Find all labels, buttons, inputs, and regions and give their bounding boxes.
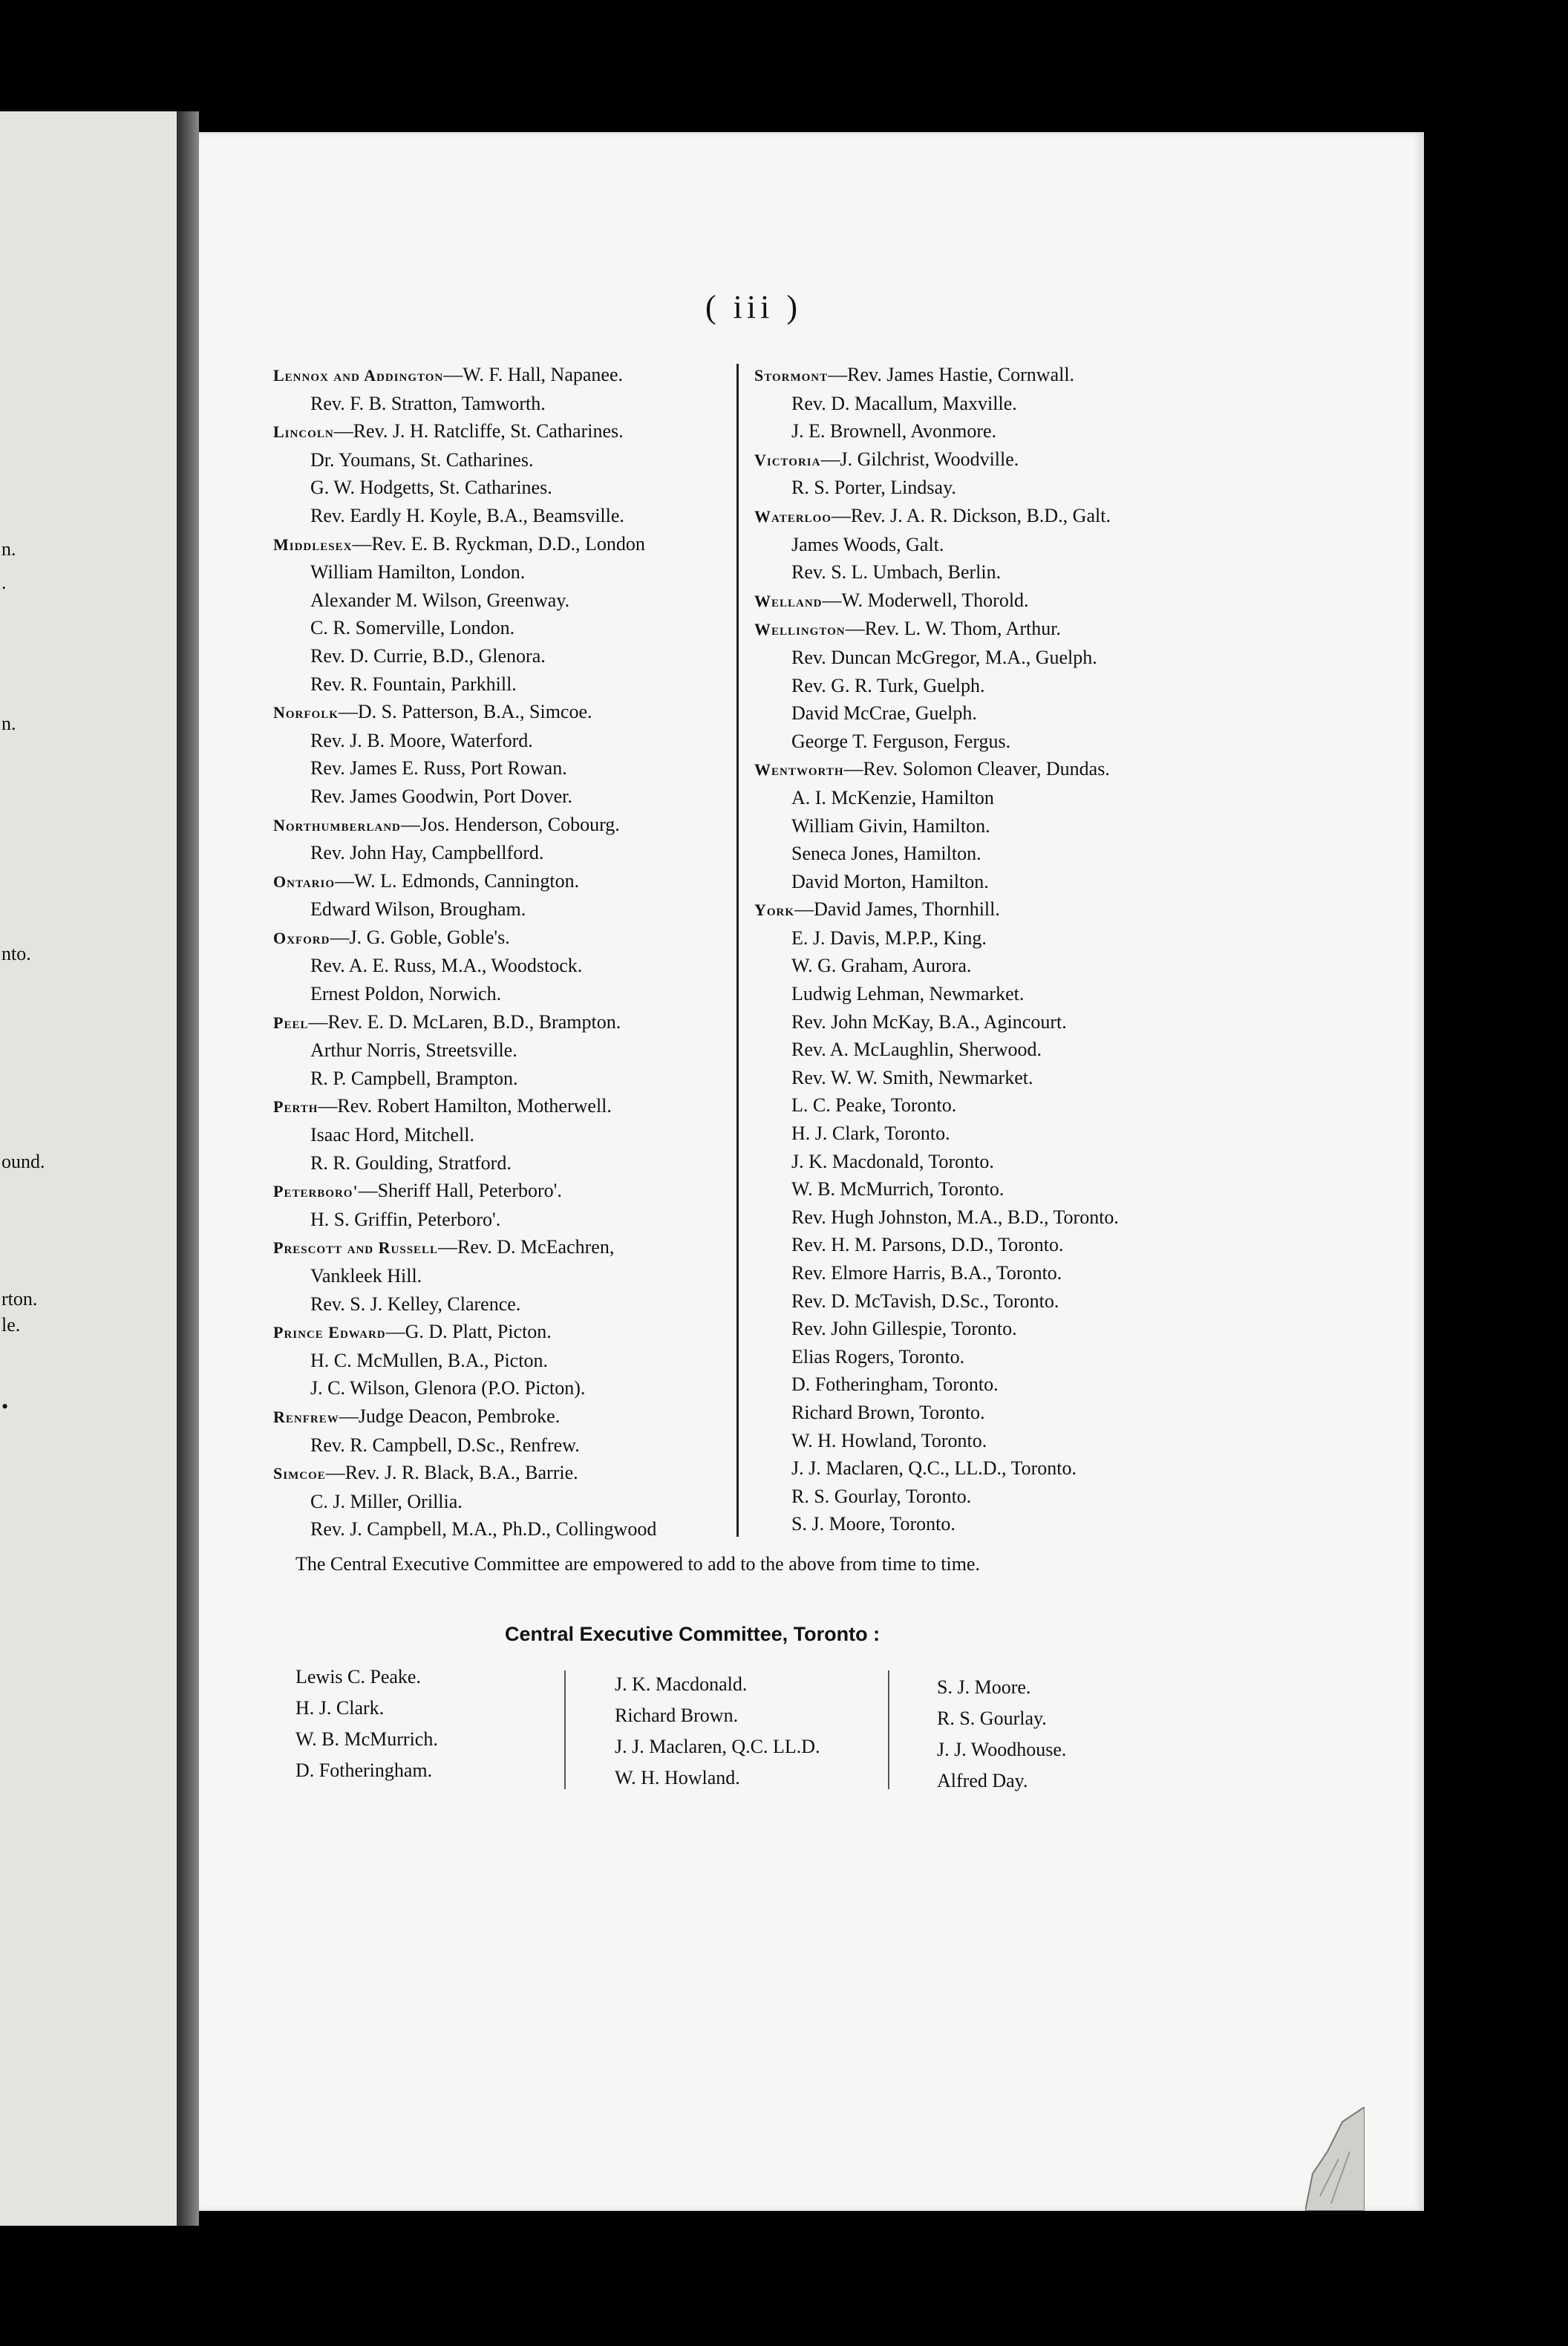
region-name: Ontario [273, 872, 336, 891]
member-text: L. C. Peake, Toronto. [791, 1094, 957, 1117]
region-entry [754, 895, 1229, 924]
committee-divider [564, 1670, 566, 1789]
member-entry [754, 1064, 1229, 1092]
member-text: —Rev. L. W. Thom, Arthur. [845, 618, 1061, 640]
member-text: —Rev. James Hastie, Cornwall. [828, 364, 1075, 385]
member-entry [273, 446, 734, 474]
member-text: Rev. S. L. Umbach, Berlin. [791, 561, 1002, 584]
region-entry [273, 924, 734, 953]
member-text: R. P. Campbell, Brampton. [310, 1067, 518, 1089]
region-entry [273, 811, 734, 840]
region-entry [273, 530, 734, 559]
member-text: Rev. Duncan McGregor, M.A., Guelph. [791, 646, 1097, 668]
member-text: Seneca Jones, Hamilton. [791, 843, 981, 865]
member-text: J. K. Macdonald, Toronto. [791, 1150, 994, 1172]
member-entry [273, 474, 734, 502]
member-text: H. S. Griffin, Peterboro'. [310, 1208, 501, 1230]
region-entry [754, 445, 1229, 474]
member-entry [754, 812, 1229, 840]
member-text: Rev. John McKay, B.A., Agincourt. [791, 1010, 1067, 1033]
member-entry [273, 1262, 734, 1290]
member-entry [754, 1036, 1229, 1064]
page-number: ( iii ) [705, 289, 802, 325]
committee-member: Alfred Day. [937, 1770, 1028, 1791]
member-text: Rev. W. W. Smith, Newmarket. [791, 1066, 1033, 1088]
committee-column-1 [295, 1662, 438, 1786]
committee-member: D. Fotheringham. [295, 1760, 433, 1781]
member-entry [754, 840, 1229, 868]
member-entry [754, 1120, 1229, 1148]
member-text: Rev. Elmore Harris, B.A., Toronto. [791, 1262, 1062, 1284]
region-entry [273, 1459, 734, 1488]
member-entry [754, 1483, 1229, 1511]
committee-member: H. J. Clark. [295, 1697, 385, 1719]
committee-member: W. H. Howland. [615, 1767, 740, 1788]
region-entry [273, 1233, 734, 1262]
facing-page-fragment: le. [1, 1314, 21, 1336]
region-entry [754, 615, 1229, 644]
member-text: A. I. McKenzie, Hamilton [791, 786, 994, 808]
member-entry [273, 727, 734, 755]
member-text: —Rev. E. B. Ryckman, D.D., London [352, 532, 645, 555]
member-text: —W. Moderwell, Thorold. [822, 589, 1029, 611]
facing-page-fragment: ound. [1, 1151, 45, 1172]
member-entry [273, 1121, 734, 1149]
member-text: C. J. Miller, Orillia. [310, 1490, 463, 1512]
member-entry [273, 390, 734, 418]
member-text: Rev. H. M. Parsons, D.D., Toronto. [791, 1234, 1064, 1256]
facing-page-fragment: • [1, 1396, 9, 1417]
member-entry [273, 1149, 734, 1177]
member-text: —Rev. J. R. Black, B.A., Barrie. [325, 1462, 578, 1484]
member-entry [273, 1347, 734, 1375]
region-name: Wentworth [754, 760, 844, 780]
member-text: Rev. James Goodwin, Port Dover. [310, 785, 572, 807]
member-text: Rev. A. E. Russ, M.A., Woodstock. [310, 955, 583, 977]
member-text: E. J. Davis, M.P.P., King. [791, 927, 987, 949]
member-text: Dr. Youmans, St. Catharines. [310, 448, 534, 471]
member-text: —Judge Deacon, Pembroke. [339, 1405, 561, 1427]
member-entry [754, 1315, 1229, 1343]
region-name: Welland [754, 591, 823, 610]
member-text: —D. S. Patterson, B.A., Simcoe. [338, 701, 592, 723]
member-text: —Jos. Henderson, Cobourg. [400, 813, 620, 835]
facing-page-fragments [0, 111, 177, 2226]
member-text: Rev. John Gillespie, Toronto. [791, 1318, 1017, 1340]
member-text: Rev. D. Currie, B.D., Glenora. [310, 644, 546, 667]
facing-page-fragment: rton. [1, 1288, 38, 1310]
member-text: J. C. Wilson, Glenora (P.O. Picton). [310, 1377, 586, 1399]
member-text: H. C. McMullen, B.A., Picton. [310, 1349, 548, 1371]
committee-column-2 [615, 1669, 820, 1794]
region-entry [754, 755, 1229, 784]
member-entry [754, 1370, 1229, 1399]
region-name: Peterboro' [273, 1182, 359, 1201]
committee-member: J. J. Maclaren, Q.C. LL.D. [615, 1736, 820, 1757]
member-text: Rev. S. J. Kelley, Clarence. [310, 1293, 521, 1315]
region-entry [754, 502, 1229, 531]
member-text: Edward Wilson, Brougham. [310, 898, 526, 921]
member-entry [754, 558, 1229, 586]
region-entry [754, 361, 1229, 390]
committee-member: J. K. Macdonald. [615, 1673, 748, 1695]
region-name: Wellington [754, 620, 846, 639]
facing-page-fragment: n. [1, 538, 16, 560]
region-name: Prescott and Russell [273, 1238, 439, 1258]
member-entry [754, 672, 1229, 700]
region-entry [273, 361, 734, 390]
member-text: Rev. D. McTavish, D.Sc., Toronto. [791, 1290, 1059, 1312]
member-text: —David James, Thornhill. [794, 898, 1000, 921]
region-entry [273, 1008, 734, 1037]
member-text: Rev. A. McLaughlin, Sherwood. [791, 1039, 1042, 1061]
right-column [754, 361, 1229, 1538]
region-entry [273, 1177, 734, 1206]
member-entry [273, 754, 734, 782]
member-entry [754, 1454, 1229, 1483]
region-name: Oxford [273, 928, 330, 947]
facing-page-edge [0, 111, 177, 2226]
member-entry [754, 644, 1229, 672]
member-entry [754, 1427, 1229, 1455]
member-text: Rev. James E. Russ, Port Rowan. [310, 757, 567, 780]
member-text: —W. F. Hall, Napanee. [443, 364, 623, 385]
member-entry [273, 1488, 734, 1516]
member-text: —Rev. Robert Hamilton, Motherwell. [318, 1095, 612, 1117]
torn-corner [1305, 2107, 1365, 2211]
member-entry [754, 1399, 1229, 1427]
member-text: Rev. J. B. Moore, Waterford. [310, 729, 533, 751]
region-name: York [754, 901, 795, 920]
region-name: Norfolk [273, 703, 339, 722]
member-entry [273, 1036, 734, 1065]
member-text: Ludwig Lehman, Newmarket. [791, 983, 1025, 1005]
member-entry [273, 1515, 734, 1543]
committee-member: R. S. Gourlay. [937, 1708, 1047, 1729]
member-text: Rev. D. Macallum, Maxville. [791, 392, 1017, 414]
region-name: Simcoe [273, 1464, 326, 1483]
member-entry [754, 417, 1229, 445]
member-text: W. B. McMurrich, Toronto. [791, 1178, 1004, 1200]
left-column [273, 361, 734, 1543]
member-entry [754, 728, 1229, 756]
member-entry [754, 1008, 1229, 1036]
member-text: —Sheriff Hall, Peterboro'. [358, 1180, 562, 1202]
region-name: Perth [273, 1097, 318, 1117]
member-entry [754, 474, 1229, 502]
member-entry [273, 1374, 734, 1402]
member-text: George T. Ferguson, Fergus. [791, 730, 1011, 752]
committee-note: The Central Executive Committee are empowered to add to the above from time to time. [295, 1553, 980, 1575]
region-entry [273, 698, 734, 727]
member-entry [273, 670, 734, 699]
member-entry [273, 1431, 734, 1460]
region-name: Stormont [754, 366, 829, 385]
member-entry [273, 980, 734, 1008]
member-text: David McCrae, Guelph. [791, 702, 977, 725]
committee-member: Richard Brown. [615, 1705, 739, 1726]
region-name: Northumberland [273, 815, 401, 834]
member-entry [273, 1206, 734, 1234]
member-text: —Rev. E. D. McLaren, B.D., Brampton. [308, 1010, 621, 1033]
member-text: Rev. Eardly H. Koyle, B.A., Beamsville. [310, 504, 624, 526]
member-text: R. S. Porter, Lindsay. [791, 477, 956, 499]
region-name: Lincoln [273, 422, 334, 442]
column-divider [736, 364, 739, 1537]
facing-page-fragment: . [1, 572, 7, 593]
member-text: C. R. Somerville, London. [310, 617, 515, 639]
member-text: R. S. Gourlay, Toronto. [791, 1485, 972, 1507]
member-entry [273, 1290, 734, 1319]
member-entry [273, 839, 734, 867]
committee-member: Lewis C. Peake. [295, 1666, 421, 1687]
member-text: Ernest Poldon, Norwich. [310, 983, 502, 1005]
member-entry [273, 614, 734, 642]
member-entry [273, 1065, 734, 1093]
region-name: Prince Edward [273, 1323, 386, 1342]
region-name: Waterloo [754, 506, 832, 526]
member-entry [754, 868, 1229, 896]
member-entry [754, 924, 1229, 953]
member-entry [754, 1175, 1229, 1203]
member-entry [273, 586, 734, 615]
member-text: R. R. Goulding, Stratford. [310, 1151, 512, 1174]
member-text: D. Fotheringham, Toronto. [791, 1373, 999, 1396]
member-entry [754, 980, 1229, 1008]
member-text: David Morton, Hamilton. [791, 870, 989, 892]
region-name: Victoria [754, 450, 821, 469]
member-entry [754, 699, 1229, 728]
member-entry [273, 952, 734, 980]
member-entry [754, 952, 1229, 980]
member-text: —J. Gilchrist, Woodville. [820, 448, 1019, 470]
member-text: —Rev. J. A. R. Dickson, B.D., Galt. [831, 504, 1111, 526]
member-entry [754, 1343, 1229, 1371]
member-entry [273, 558, 734, 586]
member-entry [754, 1510, 1229, 1538]
region-entry [273, 1318, 734, 1347]
member-text: William Hamilton, London. [310, 561, 526, 584]
member-entry [273, 502, 734, 530]
member-text: James Woods, Galt. [791, 533, 944, 555]
member-entry [754, 1259, 1229, 1287]
member-text: William Givin, Hamilton. [791, 814, 990, 837]
member-text: Vankleek Hill. [310, 1265, 422, 1287]
member-text: W. G. Graham, Aurora. [791, 955, 972, 977]
book-gutter [177, 111, 199, 2226]
member-entry [273, 782, 734, 811]
committee-member: S. J. Moore. [937, 1676, 1031, 1698]
member-text: Rev. John Hay, Campbellford. [310, 842, 544, 864]
member-entry [754, 784, 1229, 812]
region-entry [273, 1092, 734, 1121]
member-text: Elias Rogers, Toronto. [791, 1345, 965, 1368]
member-entry [754, 390, 1229, 418]
committee-heading: Central Executive Committee, Toronto : [505, 1623, 881, 1645]
member-text: Rev. F. B. Stratton, Tamworth. [310, 392, 546, 414]
member-text: W. H. Howland, Toronto. [791, 1429, 987, 1451]
member-entry [754, 1287, 1229, 1316]
member-entry [273, 895, 734, 924]
member-text: —G. D. Platt, Picton. [385, 1321, 552, 1343]
region-entry [754, 586, 1229, 615]
facing-page-fragment: nto. [1, 943, 31, 964]
member-text: Rev. R. Campbell, D.Sc., Renfrew. [310, 1434, 580, 1456]
region-name: Peel [273, 1013, 309, 1032]
region-entry [273, 417, 734, 446]
member-text: Isaac Hord, Mitchell. [310, 1124, 474, 1146]
member-text: —Rev. J. H. Ratcliffe, St. Catharines. [333, 420, 624, 442]
member-text: Arthur Norris, Streetsville. [310, 1039, 517, 1062]
member-text: —W. L. Edmonds, Cannington. [335, 869, 580, 892]
member-entry [273, 642, 734, 670]
member-text: —Rev. Solomon Cleaver, Dundas. [843, 758, 1110, 780]
member-text: H. J. Clark, Toronto. [791, 1123, 950, 1145]
member-entry [754, 1091, 1229, 1120]
member-text: Rev. J. Campbell, M.A., Ph.D., Collingwood [310, 1518, 657, 1540]
member-text: Rev. Hugh Johnston, M.A., B.D., Toronto. [791, 1206, 1119, 1228]
member-entry [754, 1203, 1229, 1232]
region-name: Lennox and Addington [273, 366, 444, 385]
member-text: S. J. Moore, Toronto. [791, 1513, 956, 1535]
member-text: J. E. Brownell, Avonmore. [791, 420, 997, 442]
member-text: J. J. Maclaren, Q.C., LL.D., Toronto. [791, 1457, 1077, 1480]
region-entry [273, 867, 734, 896]
member-text: Rev. R. Fountain, Parkhill. [310, 673, 517, 695]
region-name: Middlesex [273, 535, 353, 554]
region-entry [273, 1402, 734, 1431]
member-entry [754, 1231, 1229, 1259]
member-text: —Rev. D. McEachren, [438, 1236, 615, 1258]
committee-member: W. B. McMurrich. [295, 1728, 438, 1750]
committee-member: J. J. Woodhouse. [937, 1739, 1067, 1760]
committee-divider [888, 1670, 889, 1789]
member-text: —J. G. Goble, Goble's. [330, 926, 510, 948]
member-text: Richard Brown, Toronto. [791, 1401, 985, 1423]
member-entry [754, 531, 1229, 559]
member-text: Rev. G. R. Turk, Guelph. [791, 674, 985, 696]
facing-page-fragment: n. [1, 713, 16, 734]
region-name: Renfrew [273, 1407, 339, 1426]
member-text: Alexander M. Wilson, Greenway. [310, 589, 570, 611]
member-text: G. W. Hodgetts, St. Catharines. [310, 477, 552, 499]
member-entry [754, 1148, 1229, 1176]
committee-column-3 [937, 1672, 1066, 1797]
